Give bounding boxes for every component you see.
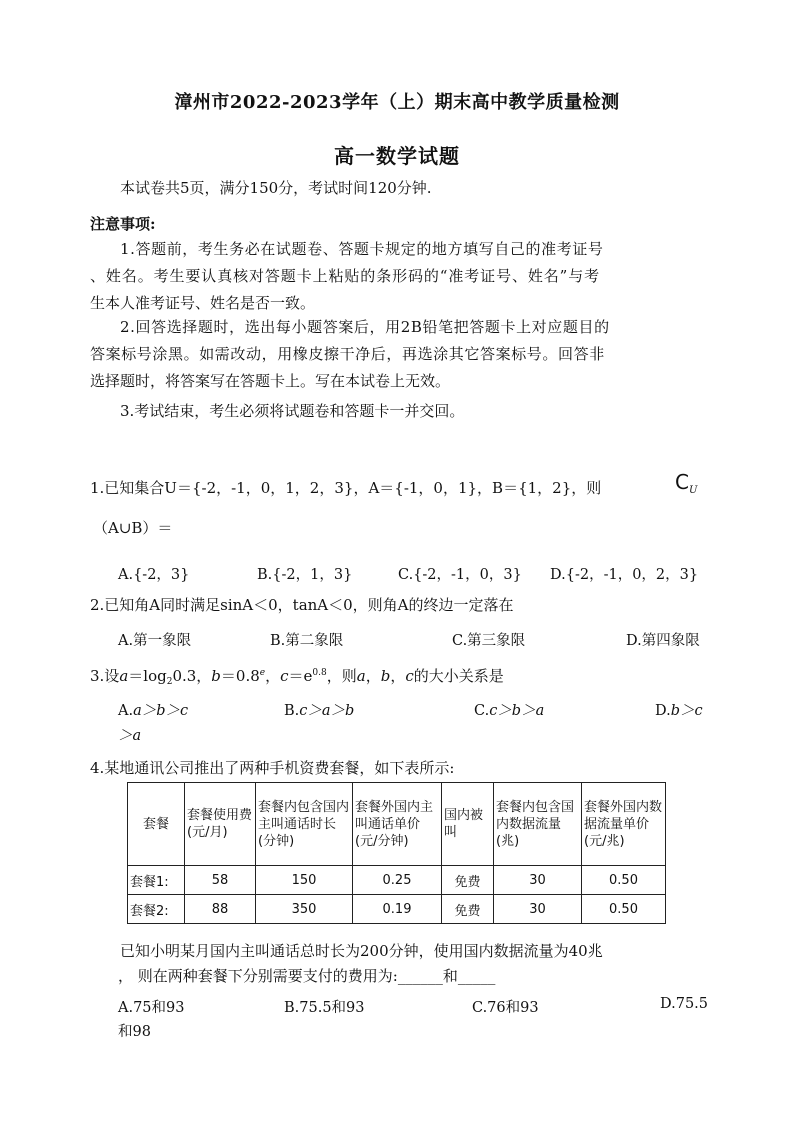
question-1-text: 1.已知集合U＝{-2，-1，0，1，2，3}，A＝{-1，0，1}，B＝{1，2}，则 [90,479,602,497]
table-cell: 套餐1: [128,866,185,895]
q3-option-d: D.b＞c [655,703,703,719]
notice-item3: 3.考试结束，考生必须将试题卷和答题卡一并交回。 [120,402,465,420]
q2-option-c: C.第三象限 [452,633,526,649]
q1-option-c: C.{-2，-1，0，3} [398,567,522,583]
table-cell: 30 [494,895,582,924]
notice-item1-line1: 1.答题前，考生务必在试题卷、答题卡规定的地方填写自己的准考证号 [120,240,604,258]
table-cell: 0.50 [582,895,666,924]
table-header-cell: 套餐外国内数据流量单价(元/兆) [582,783,666,866]
table-cell: 套餐2: [128,895,185,924]
q4-option-d: D.75.5 [660,996,709,1012]
q1-option-b: B.{-2，1，3} [257,567,353,583]
exam-header-title: 漳州市2022-2023学年（上）期末高中教学质量检测 [174,92,620,113]
table-row [128,895,666,924]
q4-option-c: C.76和93 [472,1000,539,1016]
q3-option-c: C.c＞b＞a [474,703,545,719]
table-header-cell: 套餐外国内主叫通话单价(元/分钟) [353,783,442,866]
complement-subscript: U [688,485,698,496]
q2-option-b: B.第二象限 [270,633,344,649]
table-header-row [128,783,666,866]
question-4-followup-line1: 已知小明某月国内主叫通话总时长为200分钟，使用国内数据流量为40兆 [120,942,603,960]
question-4-followup-line2: ， 则在两种套餐下分别需要支付的费用为:______和_____ [118,967,496,985]
notice-item2-line3: 选择题时，将答案写在答题卡上。写在本试卷上无效。 [90,372,451,390]
table-header-cell: 国内被叫 [442,783,494,866]
table-header-cell: 套餐使用费(元/月) [185,783,256,866]
question-2-stem: 2.已知角A同时满足sinA＜0，tanA＜0，则角A的终边一定落在 [90,596,514,614]
notice-item2-line2: 答案标号涂黑。如需改动，用橡皮擦干净后，再选涂其它答案标号。回答非 [90,345,605,363]
table-cell: 350 [256,895,353,924]
table-cell: 0.19 [353,895,442,924]
question-1-stem [90,478,601,498]
notice-item1-line3: 生本人准考证号、姓名是否一致。 [90,294,316,312]
question-1-stem-cont: （A∪B）＝ [93,519,173,537]
q3-option-b: B.c＞a＞b [284,703,355,719]
q4-option-b: B.75.5和93 [284,1000,365,1016]
table-cell: 88 [185,895,256,924]
complement-letter: C [675,470,689,494]
table-cell: 30 [494,866,582,895]
table-cell: 0.50 [582,866,666,895]
q1-option-d: D.{-2，-1，0，2，3} [550,567,699,583]
table-header-cell: 套餐内包含国内数据流量(兆) [494,783,582,866]
table-cell: 免费 [442,866,494,895]
table-cell: 0.25 [353,866,442,895]
intro-text: 本试卷共5页，满分150分，考试时间120分钟. [120,179,432,197]
q2-option-d: D.第四象限 [626,633,700,649]
notice-item1-line2: 、姓名。考生要认真核对答题卡上粘贴的条形码的“准考证号、姓名”与考 [90,267,601,285]
notice-heading: 注意事项: [90,215,156,233]
q1-option-a: A.{-2，3} [118,567,190,583]
q2-option-a: A.第一象限 [118,633,192,649]
question-3-stem: 3.设$a=\log_20.3$，b＝0.8$^e$，$c=e^{0.8}$，则a，b，c的大小关系是 [90,667,504,687]
table-header-cell: 套餐内包含国内主叫通话时长(分钟) [256,783,353,866]
table-cell: 免费 [442,895,494,924]
exam-subject-title: 高一数学试题 [334,144,460,168]
question-4-stem: 4.某地通讯公司推出了两种手机资费套餐，如下表所示: [90,759,455,777]
notice-item2-line1: 2.回答选择题时，选出每小题答案后，用2B铅笔把答题卡上对应题目的 [120,318,610,336]
q4-option-a: A.75和93 [118,1000,185,1016]
table-header-cell: 套餐 [128,783,185,866]
q3-option-d-wrap: ＞a [118,728,142,744]
fee-plan-table [127,782,666,924]
complement-symbol [675,470,697,496]
q4-option-d-wrap: 和98 [118,1024,151,1040]
table-cell: 58 [185,866,256,895]
q3-option-a: A.a＞b＞c [118,703,189,719]
table-cell: 150 [256,866,353,895]
table-row [128,866,666,895]
